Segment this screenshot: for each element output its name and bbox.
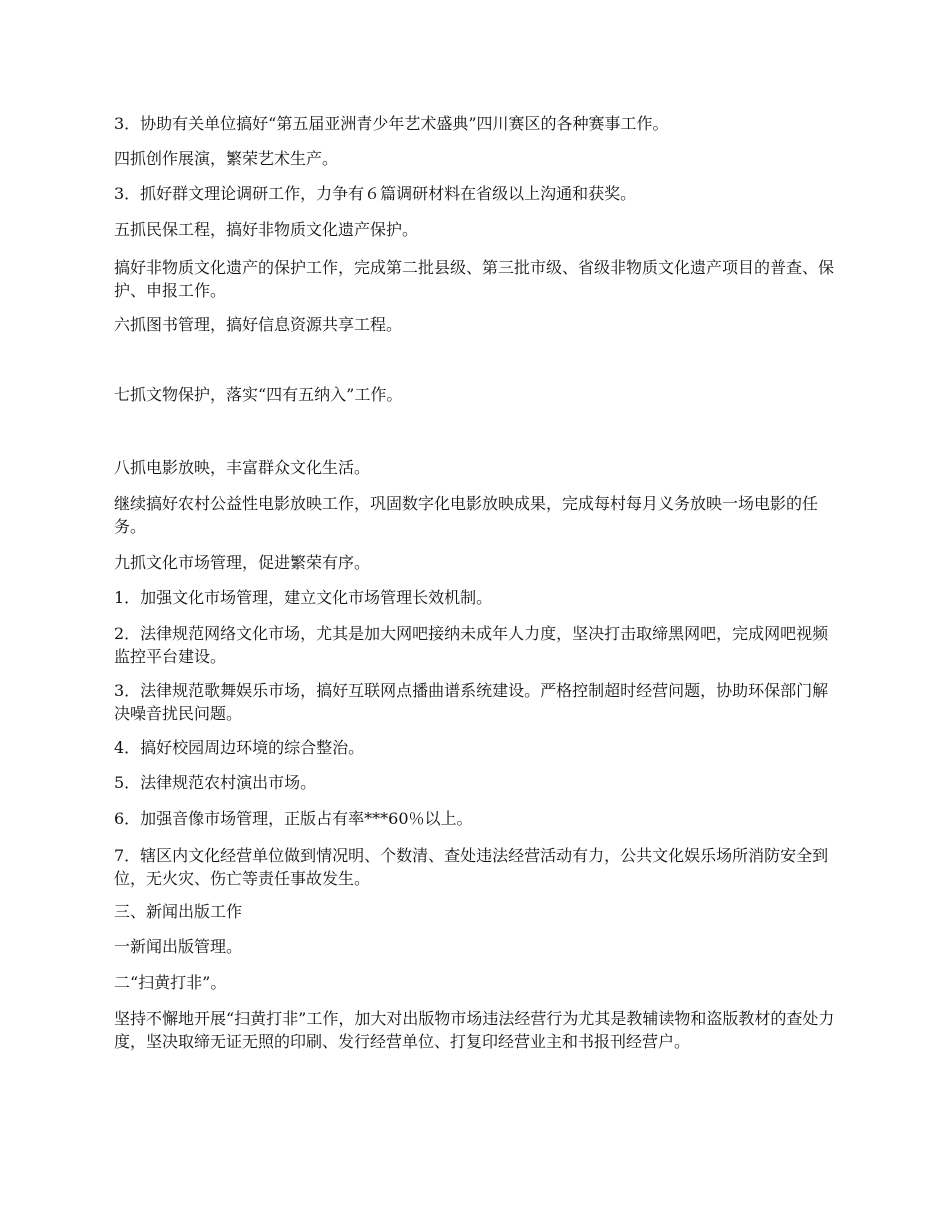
section-heading: 五抓民保工程，搞好非物质文化遗产保护。 (114, 220, 419, 239)
section-heading: 八抓电影放映，丰富群众文化生活。 (114, 458, 371, 477)
list-item: 4．搞好校园周边环境的综合整治。 (114, 738, 365, 757)
section-heading: 七抓文物保护，落实“四有五纳入”工作。 (114, 385, 403, 404)
section-heading: 三、新闻出版工作 (114, 902, 243, 921)
paragraph: 搞好非物质文化遗产的保护工作，完成第二批县级、第三批市级、省级非物质文化遗产项目的普查、保护、申报工作。 (114, 258, 835, 300)
paragraph: 继续搞好农村公益性电影放映工作，巩固数字化电影放映成果，完成每村每月义务放映一场电影的任务。 (114, 494, 819, 536)
section-heading: 六抓图书管理，搞好信息资源共享工程。 (114, 315, 403, 334)
paragraph: 3．抓好群文理论调研工作，力争有６篇调研材料在省级以上沟通和获奖。 (114, 184, 637, 203)
list-item: 3．法律规范歌舞娱乐市场，搞好互联网点播曲谱系统建设。严格控制超时经营问题，协助环保部门解决噪音扰民问题。 (114, 681, 829, 723)
list-item: 6．加强音像市场管理，正版占有率***60％以上。 (114, 809, 473, 828)
section-heading: 四抓创作展演，繁荣艺术生产。 (114, 149, 339, 168)
section-heading: 九抓文化市场管理，促进繁荣有序。 (114, 553, 371, 572)
subsection-heading: 二“扫黄打非”。 (114, 973, 227, 992)
list-item: 2．法律规范网络文化市场，尤其是加大网吧接纳未成年人力度，坚决打击取缔黑网吧，完成网吧视频监控平台建设。 (114, 624, 829, 666)
list-item: 5．法律规范农村演出市场。 (114, 773, 317, 792)
subsection-heading: 一新闻出版管理。 (114, 937, 243, 956)
list-item: 1．加强文化市场管理，建立文化市场管理长效机制。 (114, 588, 493, 607)
list-item: 7．辖区内文化经营单位做到情况明、个数清、查处违法经营活动有力，公共文化娱乐场所消防安全到位，无火灾、伤亡等责任事故发生。 (114, 846, 829, 888)
paragraph: 坚持不懈地开展“扫黄打非”工作，加大对出版物市场违法经营行为尤其是教辅读物和盗版教材的查处力度，坚决取缔无证无照的印刷、发行经营单位、打复印经营业主和书报刊经营户。 (114, 1009, 835, 1051)
paragraph: 3．协助有关单位搞好“第五届亚洲青少年艺术盛典”四川赛区的各种赛事工作。 (114, 114, 669, 133)
